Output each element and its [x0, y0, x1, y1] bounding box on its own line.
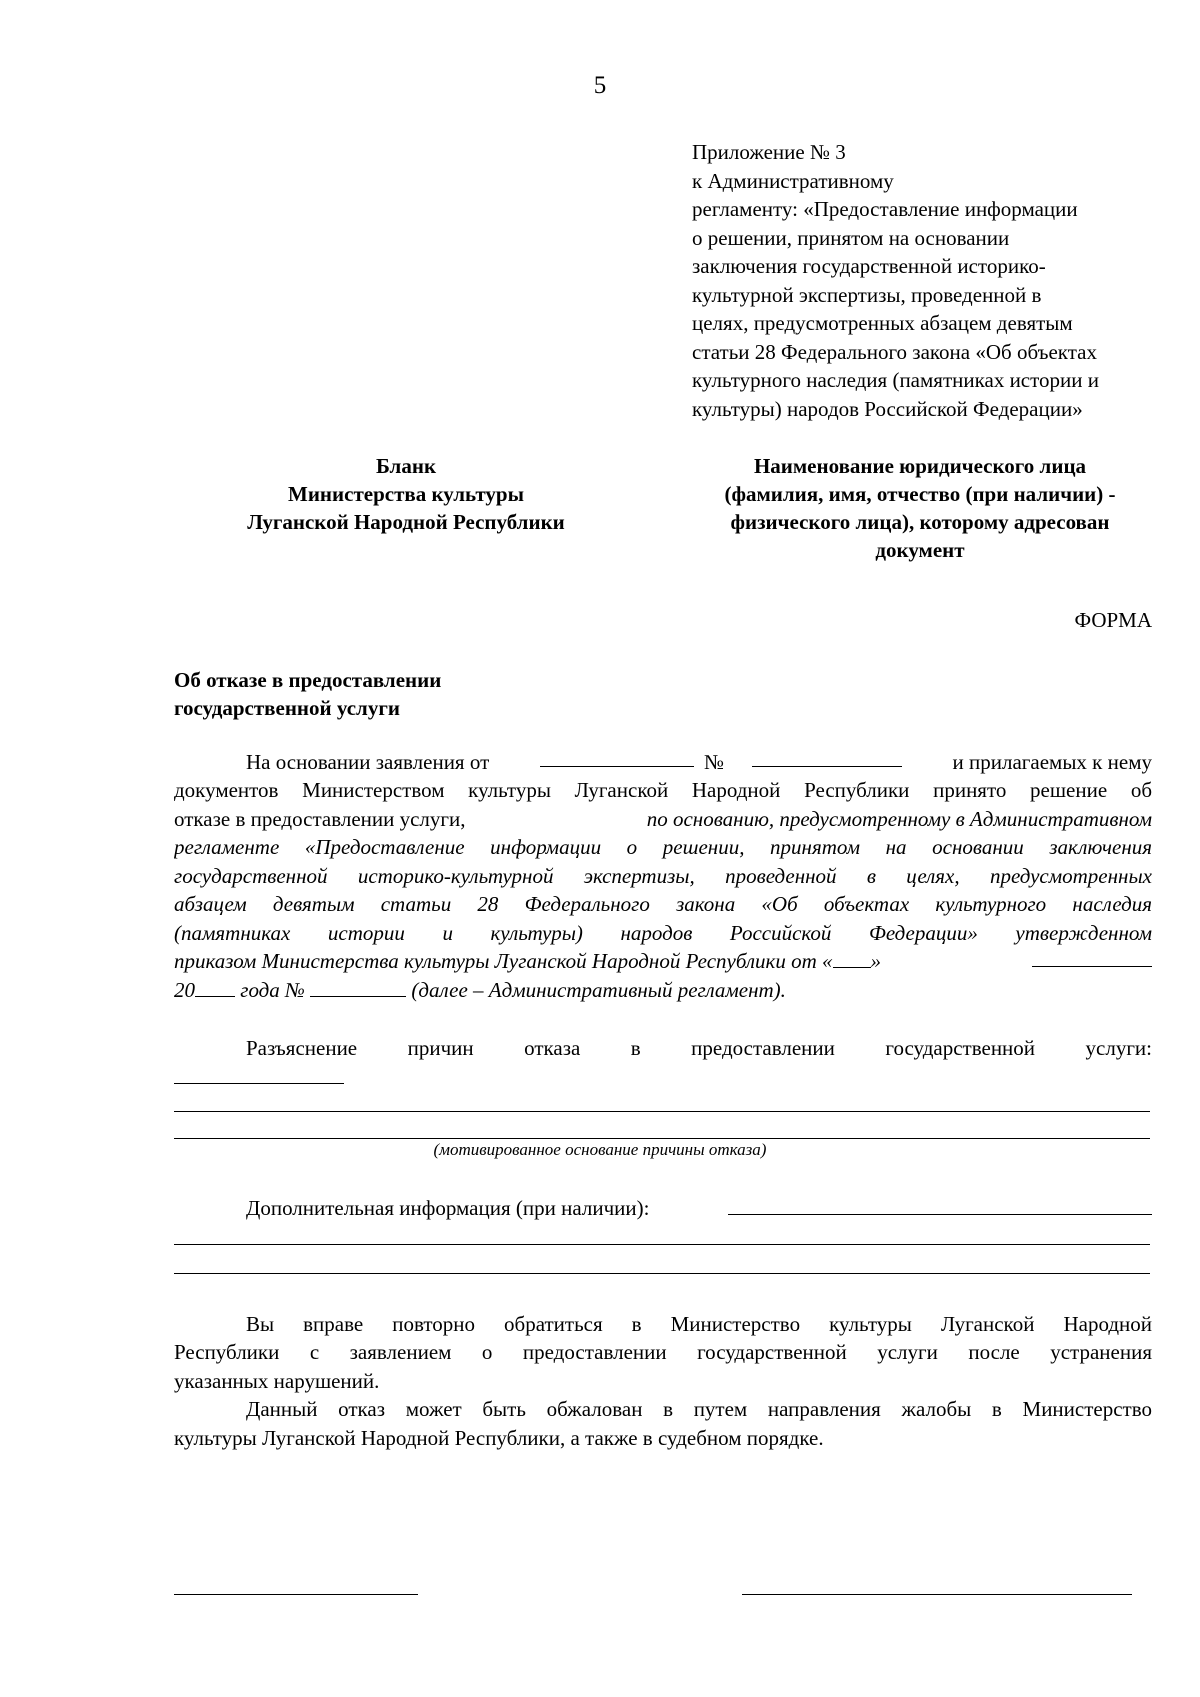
- annex-line: заключения государственной историко-: [692, 254, 1046, 278]
- addressee-line: документ: [875, 538, 965, 562]
- para3-line-2: Республики с заявлением о предоставлении государственной услуги после устранения: [174, 1340, 1152, 1364]
- order-date-text: приказом Министерства культуры Луганской Народной Республики от «: [174, 949, 833, 973]
- number-sign: №: [704, 750, 725, 774]
- para1-line-9: [174, 976, 786, 1005]
- additional-info-blank-1[interactable]: [728, 1214, 1152, 1215]
- annex-line: культурного наследия (памятниках истории и: [692, 368, 1099, 392]
- order-month-blank[interactable]: [1032, 966, 1152, 967]
- para1-line-1: [246, 748, 489, 777]
- para1-line-2: документов Министерством культуры Луганской Народной Республики принято решение об: [174, 778, 1152, 802]
- refusal-basis-text: по основанию, предусмотренному в Административном: [646, 807, 1152, 831]
- annex-line: регламенту: «Предоставление информации: [692, 197, 1078, 221]
- addressee-block: [672, 452, 1168, 564]
- para1-line-5: государственной историко-культурной экспертизы, проведенной в целях, предусмотренных: [174, 864, 1152, 888]
- reasons-blank-line-2[interactable]: [174, 1138, 1150, 1139]
- annex-block: [692, 138, 1192, 423]
- title-line: Об отказе в предоставлении: [174, 668, 442, 692]
- order-day-blank[interactable]: [833, 949, 871, 968]
- letterhead-line: Луганской Народной Республики: [247, 510, 565, 534]
- order-year-blank[interactable]: [195, 978, 235, 997]
- application-date-label: На основании заявления от: [246, 750, 490, 774]
- form-label: ФОРМА: [1074, 608, 1152, 632]
- order-date-close-quote: »: [870, 949, 882, 973]
- regulation-reference: (далее – Административный регламент).: [411, 978, 786, 1002]
- para3-line-3: указанных нарушений.: [174, 1369, 380, 1393]
- additional-info-blank-2[interactable]: [174, 1244, 1150, 1245]
- para1-line-4: регламенте «Предоставление информации о решении, принятом на основании заключения: [174, 835, 1152, 859]
- para4-line-2: культуры Луганской Народной Республики, а также в судебном порядке.: [174, 1426, 824, 1450]
- page-number: 5: [593, 72, 607, 99]
- signature-name-blank[interactable]: [742, 1594, 1132, 1595]
- annex-line: статьи 28 Федерального закона «Об объектах: [692, 339, 1097, 364]
- addressee-line: (фамилия, имя, отчество (при наличии) -: [724, 482, 1116, 506]
- title-line: государственной услуги: [174, 696, 400, 720]
- letterhead-block: [190, 452, 622, 536]
- annex-line: культуры) народов Российской Федерации»: [692, 396, 1083, 421]
- year-prefix: 20: [174, 978, 195, 1002]
- annex-line: к Административному: [692, 168, 894, 193]
- para4-line-1: Данный отказ может быть обжалован в путем направления жалобы в Министерство: [246, 1397, 1152, 1421]
- signature-position-blank[interactable]: [174, 1594, 418, 1595]
- para1-line-3: [174, 805, 1152, 834]
- application-number-blank[interactable]: [752, 766, 902, 767]
- addressee-line: физического лица), которому адресован: [730, 510, 1110, 534]
- attached-docs-text: и прилагаемых к нему: [952, 750, 1152, 774]
- letterhead-line: Министерства культуры: [288, 482, 524, 506]
- additional-info-label: Дополнительная информация (при наличии):: [246, 1196, 650, 1220]
- additional-info-blank-3[interactable]: [174, 1273, 1150, 1274]
- annex-line: о решении, принятом на основании: [692, 225, 1010, 250]
- year-number-label: года №: [240, 978, 305, 1002]
- annex-line: целях, предусмотренных абзацем девятым: [692, 311, 1073, 335]
- document-title: [174, 666, 441, 722]
- application-date-blank[interactable]: [540, 766, 694, 767]
- para1-line-7: (памятниках истории и культуры) народов Российской Федерации» утвержденном: [174, 921, 1152, 945]
- annex-line: культурной экспертизы, проведенной в: [692, 282, 1042, 307]
- addressee-line: Наименование юридического лица: [753, 454, 1087, 478]
- para1-line-6: абзацем девятым статьи 28 Федерального закона «Об объектах культурного наследия: [174, 892, 1152, 916]
- order-number-blank[interactable]: [310, 978, 406, 997]
- reasons-caption: (мотивированное основание причины отказа): [433, 1140, 767, 1159]
- reasons-blank-line-1[interactable]: [174, 1111, 1150, 1112]
- reasons-label: Разъяснение причин отказа в предоставлении государственной услуги:: [246, 1036, 1152, 1060]
- para3-line-1: Вы вправе повторно обратиться в Министерство культуры Луганской Народной: [246, 1312, 1152, 1336]
- para1-line-8: [174, 947, 881, 976]
- reasons-blank-short[interactable]: [174, 1083, 344, 1084]
- refusal-text: отказе в предоставлении услуги,: [174, 807, 466, 831]
- letterhead-line: Бланк: [375, 454, 437, 478]
- annex-line: Приложение № 3: [692, 140, 846, 164]
